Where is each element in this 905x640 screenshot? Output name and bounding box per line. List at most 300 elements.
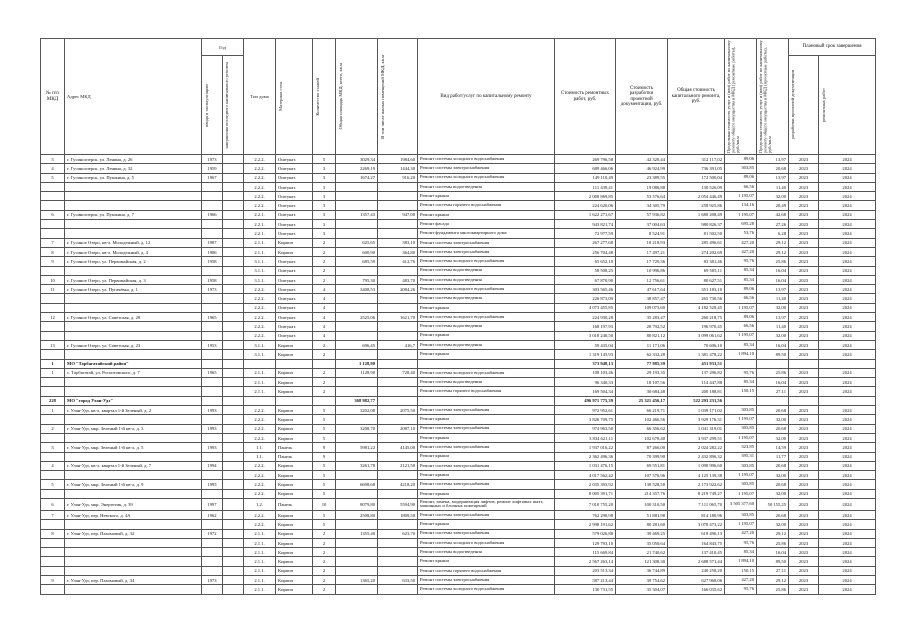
row-planned-design: 2023 [789, 155, 819, 164]
row-repair-cost: 1 031 476,15 [555, 461, 616, 470]
row-planned-repair: 2024 [819, 443, 876, 452]
row-work-type: Ремонт системы электроснабжения [418, 424, 555, 433]
row-floors: 5 [313, 433, 336, 442]
row-residential-area: 4218,20 [378, 480, 418, 489]
row-total-cost: 8 219 749,27 [668, 489, 725, 498]
row-num: 9 [41, 257, 65, 266]
row-max-unit-cost: 85,34 [725, 340, 757, 349]
row-work-type: Ремонт крыши [418, 520, 555, 529]
row-work-type: Ремонт системы водоотведения [418, 294, 555, 303]
row-max-unit-cost-design: 32,00 [757, 331, 789, 340]
row-year-commission [202, 433, 223, 442]
row-design-cost: 39 469,25 [616, 529, 668, 538]
row-design-cost: 39 754,62 [616, 576, 668, 585]
row-max-unit-cost: 303,85 [725, 424, 757, 433]
header-year-commission: ввода в эксплуатацию [204, 83, 209, 127]
row-address: г. Улан-Удэ, кв-л. квартал 1-й Зеленый, д. 2 [65, 406, 202, 415]
row-num [41, 415, 65, 424]
row-num: 5 [41, 173, 65, 182]
row-house-type: 2.2.2. [244, 313, 276, 322]
row-planned-design: 2023 [789, 331, 819, 340]
row-total-cost: 351 183,10 [668, 285, 725, 294]
row-wall-material: Кирпич [276, 471, 313, 480]
row-residential-area: 2121,50 [378, 461, 418, 470]
row-house-type: 3.1.1. [244, 257, 276, 266]
row-repair-cost: 256 704,48 [555, 247, 616, 256]
row-max-unit-cost-design: 89,50 [757, 350, 789, 359]
row-total-cost: 522 293 231,56 [668, 396, 725, 405]
row-residential-area [378, 378, 418, 387]
row-total-area [336, 266, 378, 275]
header-wall-material: Материал стен [278, 82, 284, 111]
row-design-cost: 138 528,50 [616, 480, 668, 489]
row-residential-area [378, 471, 418, 480]
row-total-cost: 114 447,88 [668, 378, 725, 387]
table-row [41, 433, 876, 442]
row-work-type: Ремонт системы холодного водоснабжения [418, 155, 555, 164]
row-total-area: 3208,70 [336, 424, 378, 433]
row-floors: 5 [313, 520, 336, 529]
row-max-unit-cost: 323,85 [725, 443, 757, 452]
row-wall-material: Кирпич [276, 247, 313, 256]
row-address: г. Улан-Удэ, пер. Невского, д. 4А [65, 510, 202, 519]
table-row [41, 585, 876, 594]
row-design-cost: 29 193,35 [616, 368, 668, 377]
row-max-unit-cost-design: 6,28 [757, 229, 789, 238]
row-max-unit-cost-design: 25,86 [757, 538, 789, 547]
row-repair-cost: 972 952,61 [555, 406, 616, 415]
row-max-unit-cost-design: 13,97 [757, 313, 789, 322]
row-num: 8 [41, 247, 65, 256]
row-work-type: Ремонт системы холодного водоснабжения [418, 368, 555, 377]
row-planned-design: 2023 [789, 229, 819, 238]
row-wall-material: Кирпич [276, 424, 313, 433]
row-wall-material [276, 359, 313, 368]
row-work-type: Ремонт системы холодного водоснабжения [418, 585, 555, 594]
row-year-overhaul [223, 576, 244, 585]
row-wall-material: Кирпич [276, 566, 313, 575]
row-design-cost: 28 792,52 [616, 322, 668, 331]
row-residential-area [378, 520, 418, 529]
row-floors: 5 [313, 424, 336, 433]
row-planned-design: 2023 [789, 285, 819, 294]
row-floors: 3 [313, 210, 336, 219]
row-floors: 3 [313, 164, 336, 173]
row-repair-cost: 974 963,50 [555, 424, 616, 433]
row-max-unit-cost-design: 16,04 [757, 548, 789, 557]
row-total-area [336, 192, 378, 201]
row-planned-repair: 2024 [819, 566, 876, 575]
row-total-cost: 2 173 922,62 [668, 480, 725, 489]
row-num: 7 [41, 510, 65, 519]
row-work-type: Ремонт системы электроснабжения [418, 510, 555, 519]
row-max-unit-cost-design: 11,40 [757, 294, 789, 303]
row-total-area: 3408,53 [336, 285, 378, 294]
row-wall-material: Оштукат. [276, 164, 313, 173]
row-total-cost: 164 843,75 [668, 538, 725, 547]
row-repair-cost: 3 018 240,50 [555, 331, 616, 340]
row-year-commission: 1972 [202, 529, 223, 538]
row-wall-material: Панель [276, 498, 313, 510]
row-design-cost: 47 617,64 [616, 285, 668, 294]
row-floors: 2 [313, 538, 336, 547]
row-wall-material: Кирпич [276, 415, 313, 424]
row-work-type: Ремонт системы водоотведения [418, 322, 555, 331]
row-design-cost: 34 305,79 [616, 201, 668, 210]
row-num: 11 [41, 285, 65, 294]
row-num: 8 [41, 529, 65, 538]
row-floors: 2 [313, 340, 336, 349]
row-year-commission: 1965 [202, 313, 223, 322]
row-floors: 4 [313, 331, 336, 340]
row-num [41, 266, 65, 275]
row-address [65, 520, 202, 529]
row-floors: 5 [313, 406, 336, 415]
table-row [41, 480, 876, 489]
row-wall-material: Оштукат. [276, 182, 313, 191]
row-planned-repair: 2024 [819, 520, 876, 529]
row-residential-area [378, 489, 418, 498]
row-planned-design: 2023 [789, 247, 819, 256]
row-planned-repair: 2024 [819, 471, 876, 480]
row-floors: 2 [313, 257, 336, 266]
row-year-commission: 1994 [202, 461, 223, 470]
row-year-commission: 1986 [202, 247, 223, 256]
row-max-unit-cost: 3 505 377,60 [725, 498, 757, 510]
row-repair-cost: 373 948,13 [555, 359, 616, 368]
row-repair-cost: 2 998 191,62 [555, 520, 616, 529]
row-planned-design: 2023 [789, 164, 819, 173]
table-row [41, 489, 876, 498]
row-max-unit-cost-design: 14,59 [757, 443, 789, 452]
row-total-cost: 2 024 282,22 [668, 443, 725, 452]
row-address [65, 201, 202, 210]
row-year-overhaul [223, 378, 244, 387]
row-num: 4 [41, 461, 65, 470]
row-wall-material: Оштукат. [276, 266, 313, 275]
row-max-unit-cost [725, 359, 757, 368]
row-year-commission [202, 489, 223, 498]
row-total-cost: 4 182 529,45 [668, 303, 725, 312]
row-num: 228 [41, 396, 65, 405]
row-work-type: Ремонт фасада [418, 220, 555, 229]
row-floors [313, 359, 336, 368]
row-planned-repair: 2024 [819, 313, 876, 322]
row-repair-cost: 111 439,41 [555, 182, 616, 191]
row-repair-cost: 224 620,06 [555, 201, 616, 210]
row-address: г. Гусиное Озеро, ул. Первомайская, д. 2 [65, 257, 202, 266]
table-row [41, 368, 876, 377]
row-work-type: Ремонт крыши [418, 350, 555, 359]
row-year-commission [202, 192, 223, 201]
row-residential-area [378, 433, 418, 442]
row-wall-material: Оштукат. [276, 220, 313, 229]
row-total-area [336, 201, 378, 210]
row-total-area [336, 452, 378, 461]
row-repair-cost: 689 466,06 [555, 164, 616, 173]
row-max-unit-cost-design: 27,26 [757, 220, 789, 229]
row-address: г. Улан-Удэ, мкр. Зеленый 1-й кв-л, д. 9 [65, 480, 202, 489]
row-design-cost: 102 466,56 [616, 415, 668, 424]
row-design-cost: 35 304,07 [616, 585, 668, 594]
row-house-type: 2.2.2. [244, 461, 276, 470]
row-total-cost: 83 381,46 [668, 257, 725, 266]
row-planned-repair: 2024 [819, 480, 876, 489]
row-work-type [418, 396, 555, 405]
table-row [41, 247, 876, 256]
row-house-type: 1.1. [244, 443, 276, 452]
row-year-commission: 1959 [202, 164, 223, 173]
row-planned-design: 2023 [789, 192, 819, 201]
row-repair-cost: 203 513,34 [555, 566, 616, 575]
row-residential-area: 383,10 [378, 238, 418, 247]
row-year-commission: 1993 [202, 443, 223, 452]
row-year-commission [202, 415, 223, 424]
row-wall-material: Кирпич [276, 350, 313, 359]
row-total-area: 5981,22 [336, 443, 378, 452]
row-wall-material: Кирпич [276, 576, 313, 585]
row-year-commission: 1993 [202, 406, 223, 415]
table-row [41, 155, 876, 164]
row-residential-area [378, 294, 418, 303]
row-year-commission [202, 294, 223, 303]
row-max-unit-cost: 89,06 [725, 155, 757, 164]
row-planned-design: 2023 [789, 498, 819, 510]
row-year-commission [202, 585, 223, 594]
header-work-type: Вид работ/услуг по капитальному ремонту [418, 39, 555, 155]
row-total-cost: 3 078 473,22 [668, 520, 725, 529]
row-house-type: 2.1.1. [244, 576, 276, 585]
row-work-type: Ремонт крыши [418, 452, 555, 461]
row-repair-cost: 149 110,49 [555, 173, 616, 182]
row-address [65, 303, 202, 312]
row-address [65, 585, 202, 594]
row-total-area: 1128,90 [336, 368, 378, 377]
row-house-type: 2.2.2. [244, 201, 276, 210]
row-max-unit-cost-design: 50 155,25 [757, 498, 789, 510]
row-total-cost: 80 627,51 [668, 275, 725, 284]
row-address: г. Гусиноозерск, ул. Пушкина, д. 5 [65, 173, 202, 182]
row-address: г. Улан-Удэ, пер. Пахомовый, д. 32 [65, 529, 202, 538]
row-repair-cost: 4 073 455,85 [555, 303, 616, 312]
row-floors: 2 [313, 387, 336, 396]
row-planned-design: 2023 [789, 257, 819, 266]
row-wall-material: Кирпич [276, 480, 313, 489]
row-wall-material: Кирпич [276, 461, 313, 470]
row-max-unit-cost-design [757, 359, 789, 368]
row-planned-repair: 2024 [819, 247, 876, 256]
header-planned-repair: ремонтных работ [821, 88, 827, 122]
row-planned-design: 2023 [789, 538, 819, 547]
row-floors: 5 [313, 489, 336, 498]
row-planned-design: 2023 [789, 424, 819, 433]
row-max-unit-cost-design: 32,00 [757, 471, 789, 480]
table-row [41, 220, 876, 229]
row-max-unit-cost-design: 13,97 [757, 285, 789, 294]
row-design-cost: 8 524,91 [616, 229, 668, 238]
table-row [41, 340, 876, 349]
row-total-area: 3202,08 [336, 406, 378, 415]
row-num: 7 [41, 238, 65, 247]
row-house-type: 2.1.1. [244, 247, 276, 256]
table-row [41, 350, 876, 359]
row-total-cost: 2 688 571,44 [668, 557, 725, 566]
row-year-overhaul [223, 387, 244, 396]
table-body [41, 155, 876, 595]
row-house-type: 2.2.2. [244, 192, 276, 201]
row-num [41, 229, 65, 238]
row-year-overhaul [223, 331, 244, 340]
row-repair-cost: 2 000 869,85 [555, 192, 616, 201]
row-year-overhaul [223, 471, 244, 480]
row-house-type: 2.1.1. [244, 238, 276, 247]
row-max-unit-cost-design: 16,04 [757, 378, 789, 387]
row-design-cost: 35 050,64 [616, 538, 668, 547]
row-wall-material: Панель [276, 452, 313, 461]
row-house-type: 2.1.1. [244, 529, 276, 538]
row-work-type: Ремонт системы горячего водоснабжения [418, 387, 555, 396]
row-house-type: 3.1.1. [244, 340, 276, 349]
row-max-unit-cost: 95,76 [725, 368, 757, 377]
row-work-type: Ремонт, замена, модернизация лифтов, ремонт лифтовых шахт, машинных и блочных помещений [418, 498, 555, 510]
row-house-type: 3.1.1. [244, 266, 276, 275]
row-planned-repair: 2024 [819, 294, 876, 303]
row-num [41, 220, 65, 229]
row-max-unit-cost-design: 11,40 [757, 322, 789, 331]
row-address [65, 322, 202, 331]
row-max-unit-cost: 427,20 [725, 238, 757, 247]
row-total-area: 368 982,77 [336, 396, 378, 405]
row-num [41, 433, 65, 442]
row-year-overhaul [223, 173, 244, 182]
row-planned-repair: 2024 [819, 548, 876, 557]
row-total-area: 625,65 [336, 238, 378, 247]
table-row [41, 294, 876, 303]
row-repair-cost: 1 319 145,93 [555, 350, 616, 359]
row-total-cost: 3 937 299,51 [668, 433, 725, 442]
row-total-cost: 166 035,62 [668, 585, 725, 594]
row-house-type: 2.2.2. [244, 322, 276, 331]
row-design-cost: 11 171,06 [616, 340, 668, 349]
row-total-cost: 137 296,82 [668, 368, 725, 377]
row-repair-cost: 762 298,98 [555, 510, 616, 519]
row-design-cost: 80 281,60 [616, 520, 668, 529]
row-house-type: 2.2.2. [244, 164, 276, 173]
row-planned-design: 2023 [789, 266, 819, 275]
row-max-unit-cost: 395,31 [725, 452, 757, 461]
row-max-unit-cost: 303,85 [725, 510, 757, 519]
row-year-commission: 1973 [202, 155, 223, 164]
row-planned-repair: 2024 [819, 461, 876, 470]
header-repair-cost: Стоимость ремонтных работ, руб. [555, 39, 616, 155]
row-work-type: Ремонт крыши [418, 557, 555, 566]
row-num [41, 489, 65, 498]
row-work-type: Ремонт системы холодного водоснабжения [418, 313, 555, 322]
row-max-unit-cost-design: 16,04 [757, 340, 789, 349]
row-design-cost: 57 936,82 [616, 210, 668, 219]
row-floors: 5 [313, 471, 336, 480]
row-floors: 4 [313, 313, 336, 322]
row-wall-material: Оштукат. [276, 155, 313, 164]
row-repair-cost: 130 731,55 [555, 585, 616, 594]
row-residential-area: 416,7 [378, 340, 418, 349]
row-repair-cost: 496 971 775,39 [555, 396, 616, 405]
row-total-cost: 1 381 478,22 [668, 350, 725, 359]
row-max-unit-cost-design: 29,12 [757, 576, 789, 585]
table-row [41, 424, 876, 433]
row-work-type: Ремонт фундамента многоквартирного дома [418, 229, 555, 238]
row-repair-cost: 7 010 755,20 [555, 498, 616, 510]
row-work-type: Ремонт системы холодного водоснабжения [418, 538, 555, 547]
row-num: 1 [41, 359, 65, 368]
row-total-area [336, 433, 378, 442]
row-year-overhaul [223, 510, 244, 519]
row-year-overhaul [223, 548, 244, 557]
row-num [41, 387, 65, 396]
row-max-unit-cost: 303,85 [725, 406, 757, 415]
row-year-overhaul [223, 452, 244, 461]
row-work-type: Ремонт системы холодного водоснабжения [418, 257, 555, 266]
row-total-area [336, 538, 378, 547]
row-total-cost: 736 391,05 [668, 164, 725, 173]
row-num [41, 585, 65, 594]
row-year-overhaul [223, 313, 244, 322]
row-wall-material: Оштукат. [276, 322, 313, 331]
row-wall-material: Кирпич [276, 557, 313, 566]
row-max-unit-cost-design: 16,04 [757, 275, 789, 284]
row-max-unit-cost: 85,34 [725, 275, 757, 284]
row-max-unit-cost: 95,76 [725, 538, 757, 547]
row-design-cost: 18 218,93 [616, 238, 668, 247]
row-design-cost: 35 283,47 [616, 313, 668, 322]
row-planned-repair: 2024 [819, 238, 876, 247]
row-total-area [336, 415, 378, 424]
row-total-area [336, 489, 378, 498]
row-work-type: Ремонт системы электроснабжения [418, 529, 555, 538]
row-max-unit-cost-design: 20,68 [757, 406, 789, 415]
row-address [65, 331, 202, 340]
row-planned-repair: 2024 [819, 538, 876, 547]
row-repair-cost: 96 340,33 [555, 378, 616, 387]
row-repair-cost: 267 277,68 [555, 238, 616, 247]
row-planned-repair: 2024 [819, 387, 876, 396]
row-max-unit-cost: 1 195,07 [725, 471, 757, 480]
table-row [41, 192, 876, 201]
header-house-type: Тип дома [244, 39, 276, 155]
row-floors: 2 [313, 275, 336, 284]
row-residential-area [378, 331, 418, 340]
row-address [65, 350, 202, 359]
row-total-area: 1674,27 [336, 173, 378, 182]
row-year-overhaul [223, 406, 244, 415]
row-residential-area [378, 266, 418, 275]
row-year-commission [202, 378, 223, 387]
row-design-cost: 62 332,28 [616, 350, 668, 359]
row-repair-cost: 2 567 263,14 [555, 557, 616, 566]
row-planned-repair: 2024 [819, 529, 876, 538]
row-residential-area: 1621,70 [378, 313, 418, 322]
row-total-cost: 137 410,45 [668, 548, 725, 557]
row-max-unit-cost: 85,34 [725, 266, 757, 275]
row-residential-area [378, 387, 418, 396]
row-total-area: 685,59 [336, 257, 378, 266]
row-wall-material: Оштукат. [276, 201, 313, 210]
row-wall-material: Кирпич [276, 433, 313, 442]
table-row [41, 164, 876, 173]
row-address: с. Тарбагатай, ул. Роспотовского, д. 7 [65, 368, 202, 377]
row-planned-repair: 2024 [819, 303, 876, 312]
row-total-area: 3029,34 [336, 155, 378, 164]
